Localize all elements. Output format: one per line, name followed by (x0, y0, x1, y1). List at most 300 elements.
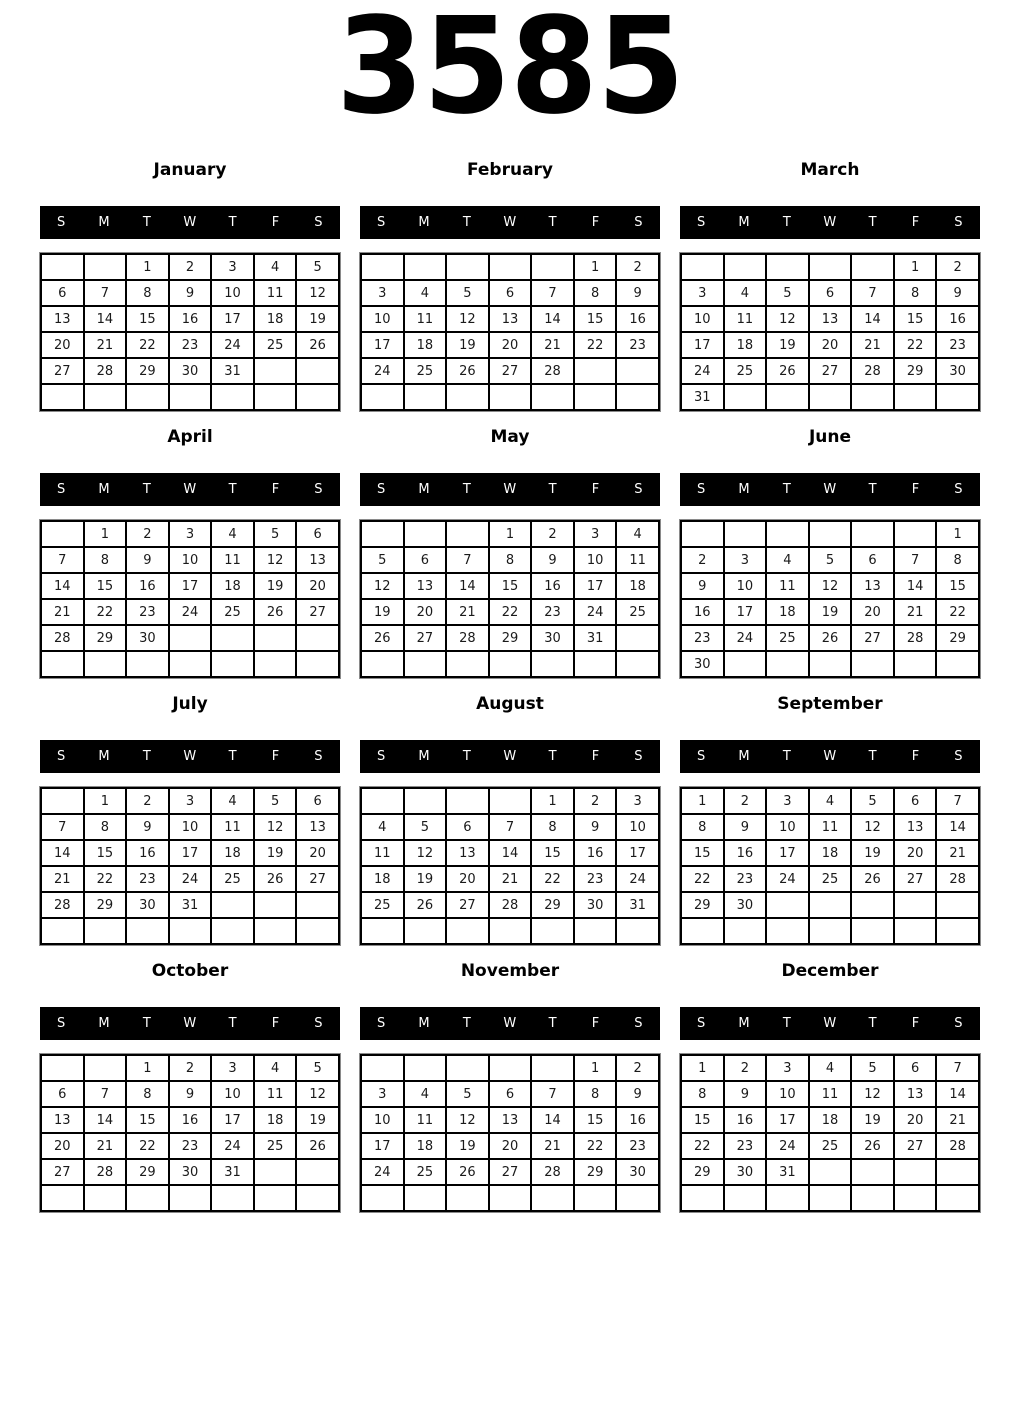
week-row (681, 1107, 979, 1133)
date-cell: 8 (681, 1081, 724, 1107)
date-cell: 24 (169, 599, 212, 625)
empty-date-cell (169, 1185, 212, 1211)
week-row (681, 1133, 979, 1159)
date-cell: 25 (809, 866, 852, 892)
week-row (41, 840, 339, 866)
date-cell: 18 (211, 573, 254, 599)
date-cell: 8 (489, 547, 532, 573)
date-cell: 26 (851, 866, 894, 892)
week-row (361, 254, 659, 280)
date-cell: 14 (489, 840, 532, 866)
date-cell: 29 (894, 358, 937, 384)
empty-date-cell (616, 918, 659, 944)
month-days-table (680, 520, 980, 678)
weekday-label: M (98, 1016, 111, 1031)
date-cell: 29 (84, 892, 127, 918)
date-cell: 11 (254, 1081, 297, 1107)
empty-date-cell (296, 892, 339, 918)
date-cell: 31 (616, 892, 659, 918)
empty-date-cell (169, 625, 212, 651)
week-row (681, 1159, 979, 1185)
weekday-label: F (271, 482, 280, 497)
date-cell: 15 (531, 840, 574, 866)
empty-date-cell (254, 625, 297, 651)
month-block (360, 961, 660, 1212)
date-cell: 11 (404, 1107, 447, 1133)
date-cell: 18 (809, 1107, 852, 1133)
date-cell: 26 (809, 625, 852, 651)
empty-date-cell (531, 651, 574, 677)
months-grid (40, 160, 980, 1212)
date-cell: 1 (126, 1055, 169, 1081)
week-row (681, 332, 979, 358)
date-cell: 11 (361, 840, 404, 866)
date-cell: 11 (724, 306, 767, 332)
date-cell: 19 (296, 1107, 339, 1133)
empty-date-cell (724, 1185, 767, 1211)
empty-date-cell (489, 918, 532, 944)
empty-date-cell (296, 358, 339, 384)
date-cell: 30 (169, 358, 212, 384)
empty-date-cell (616, 358, 659, 384)
date-cell: 10 (211, 1081, 254, 1107)
weekday-label: F (271, 749, 280, 764)
week-row (41, 1081, 339, 1107)
date-cell: 3 (169, 788, 212, 814)
weekday-label: S (634, 215, 643, 230)
date-cell: 22 (126, 1133, 169, 1159)
date-cell: 22 (126, 332, 169, 358)
weekday-label: T (548, 482, 558, 497)
month-days-table (40, 520, 340, 678)
date-cell: 30 (936, 358, 979, 384)
empty-date-cell (894, 384, 937, 410)
weekday-label: F (271, 215, 280, 230)
empty-date-cell (211, 1185, 254, 1211)
month-days-table (360, 520, 660, 678)
date-cell: 25 (361, 892, 404, 918)
month-days-body (41, 521, 339, 677)
date-cell: 28 (936, 866, 979, 892)
date-cell: 14 (851, 306, 894, 332)
year-title: 3585 (336, 0, 684, 144)
week-row (41, 358, 339, 384)
date-cell: 21 (936, 1107, 979, 1133)
date-cell: 25 (254, 332, 297, 358)
weekday-header-bar (360, 740, 660, 773)
weekday-label: S (954, 1016, 963, 1031)
empty-date-cell (574, 358, 617, 384)
week-row (41, 866, 339, 892)
date-cell: 21 (41, 866, 84, 892)
weekday-label: W (823, 1016, 837, 1031)
date-cell: 13 (41, 1107, 84, 1133)
empty-date-cell (41, 1185, 84, 1211)
week-row (681, 840, 979, 866)
empty-date-cell (446, 384, 489, 410)
date-cell: 23 (616, 1133, 659, 1159)
date-cell: 26 (361, 625, 404, 651)
date-cell: 27 (296, 599, 339, 625)
month-days-table (40, 253, 340, 411)
date-cell: 8 (936, 547, 979, 573)
date-cell: 6 (489, 280, 532, 306)
weekday-label: T (868, 1016, 878, 1031)
date-cell: 20 (41, 332, 84, 358)
empty-date-cell (616, 625, 659, 651)
date-cell: 1 (574, 1055, 617, 1081)
date-cell: 14 (936, 1081, 979, 1107)
empty-date-cell (41, 651, 84, 677)
weekday-header-bar (360, 1007, 660, 1040)
week-row (681, 599, 979, 625)
week-row (361, 814, 659, 840)
date-cell: 9 (936, 280, 979, 306)
empty-date-cell (404, 651, 447, 677)
week-row (681, 521, 979, 547)
date-cell: 9 (681, 573, 724, 599)
date-cell: 11 (211, 547, 254, 573)
week-row (41, 814, 339, 840)
empty-date-cell (404, 1185, 447, 1211)
week-row (681, 280, 979, 306)
weekday-label: M (738, 749, 751, 764)
week-row (681, 625, 979, 651)
month-days-body (361, 1055, 659, 1211)
weekday-label: S (697, 1016, 706, 1031)
date-cell: 22 (531, 866, 574, 892)
month-days-table (360, 1054, 660, 1212)
month-name: January (153, 160, 227, 180)
empty-date-cell (936, 1159, 979, 1185)
empty-date-cell (574, 384, 617, 410)
empty-date-cell (851, 521, 894, 547)
empty-date-cell (809, 521, 852, 547)
date-cell: 18 (404, 332, 447, 358)
date-cell: 7 (489, 814, 532, 840)
week-row (681, 918, 979, 944)
week-row (41, 599, 339, 625)
date-cell: 18 (766, 599, 809, 625)
empty-date-cell (766, 1185, 809, 1211)
weekday-label: M (418, 1016, 431, 1031)
empty-date-cell (809, 384, 852, 410)
month-block (680, 427, 980, 678)
date-cell: 24 (766, 866, 809, 892)
weekday-label: S (634, 749, 643, 764)
date-cell: 17 (211, 306, 254, 332)
empty-date-cell (404, 1055, 447, 1081)
date-cell: 18 (616, 573, 659, 599)
month-name: May (490, 427, 530, 447)
date-cell: 18 (404, 1133, 447, 1159)
weekday-label: T (142, 215, 152, 230)
date-cell: 19 (809, 599, 852, 625)
date-cell: 16 (936, 306, 979, 332)
date-cell: 23 (169, 332, 212, 358)
empty-date-cell (724, 254, 767, 280)
date-cell: 10 (574, 547, 617, 573)
weekday-label: F (591, 215, 600, 230)
empty-date-cell (361, 918, 404, 944)
date-cell: 30 (126, 625, 169, 651)
weekday-label: T (142, 1016, 152, 1031)
date-cell: 28 (851, 358, 894, 384)
date-cell: 10 (766, 814, 809, 840)
date-cell: 9 (724, 1081, 767, 1107)
month-days-body (41, 254, 339, 410)
empty-date-cell (296, 918, 339, 944)
week-row (361, 1107, 659, 1133)
date-cell: 27 (894, 866, 937, 892)
empty-date-cell (766, 892, 809, 918)
week-row (361, 788, 659, 814)
date-cell: 19 (766, 332, 809, 358)
week-row (681, 573, 979, 599)
date-cell: 5 (296, 1055, 339, 1081)
date-cell: 25 (254, 1133, 297, 1159)
month-block (680, 961, 980, 1212)
empty-date-cell (489, 1185, 532, 1211)
weekday-label: M (98, 749, 111, 764)
empty-date-cell (211, 384, 254, 410)
date-cell: 23 (531, 599, 574, 625)
week-row (681, 866, 979, 892)
week-row (41, 332, 339, 358)
date-cell: 14 (894, 573, 937, 599)
empty-date-cell (296, 651, 339, 677)
date-cell: 27 (489, 1159, 532, 1185)
date-cell: 20 (446, 866, 489, 892)
date-cell: 30 (681, 651, 724, 677)
date-cell: 21 (531, 1133, 574, 1159)
date-cell: 7 (531, 1081, 574, 1107)
date-cell: 23 (616, 332, 659, 358)
date-cell: 19 (404, 866, 447, 892)
weekday-label: T (142, 749, 152, 764)
month-name: September (777, 694, 883, 714)
month-days-table (680, 787, 980, 945)
empty-date-cell (616, 1185, 659, 1211)
week-row (41, 573, 339, 599)
date-cell: 3 (681, 280, 724, 306)
empty-date-cell (84, 1055, 127, 1081)
date-cell: 12 (254, 547, 297, 573)
date-cell: 7 (894, 547, 937, 573)
date-cell: 26 (404, 892, 447, 918)
empty-date-cell (446, 254, 489, 280)
week-row (361, 332, 659, 358)
week-row (681, 1081, 979, 1107)
date-cell: 26 (296, 1133, 339, 1159)
weekday-label: M (738, 1016, 751, 1031)
empty-date-cell (41, 1055, 84, 1081)
date-cell: 17 (766, 840, 809, 866)
weekday-label: M (418, 215, 431, 230)
date-cell: 3 (211, 1055, 254, 1081)
weekday-label: T (462, 215, 472, 230)
date-cell: 1 (681, 788, 724, 814)
empty-date-cell (84, 384, 127, 410)
date-cell: 9 (169, 1081, 212, 1107)
date-cell: 11 (254, 280, 297, 306)
date-cell: 13 (894, 1081, 937, 1107)
date-cell: 20 (489, 1133, 532, 1159)
week-row (41, 1185, 339, 1211)
weekday-label: S (57, 1016, 66, 1031)
date-cell: 29 (531, 892, 574, 918)
date-cell: 5 (361, 547, 404, 573)
date-cell: 15 (681, 1107, 724, 1133)
date-cell: 15 (84, 573, 127, 599)
date-cell: 24 (574, 599, 617, 625)
month-block (680, 694, 980, 945)
date-cell: 11 (766, 573, 809, 599)
empty-date-cell (809, 918, 852, 944)
date-cell: 21 (41, 599, 84, 625)
month-days-table (40, 1054, 340, 1212)
month-days-body (41, 1055, 339, 1211)
month-days-body (681, 254, 979, 410)
date-cell: 5 (446, 1081, 489, 1107)
date-cell: 28 (894, 625, 937, 651)
month-days-body (681, 1055, 979, 1211)
empty-date-cell (254, 918, 297, 944)
date-cell: 29 (126, 1159, 169, 1185)
date-cell: 27 (446, 892, 489, 918)
date-cell: 7 (84, 280, 127, 306)
empty-date-cell (254, 892, 297, 918)
weekday-label: T (868, 749, 878, 764)
date-cell: 15 (894, 306, 937, 332)
date-cell: 20 (41, 1133, 84, 1159)
weekday-label: T (228, 482, 238, 497)
week-row (361, 892, 659, 918)
date-cell: 9 (169, 280, 212, 306)
weekday-label: W (183, 482, 197, 497)
week-row (681, 1185, 979, 1211)
empty-date-cell (169, 651, 212, 677)
weekday-header-bar (360, 206, 660, 239)
date-cell: 23 (126, 599, 169, 625)
weekday-label: T (228, 1016, 238, 1031)
empty-date-cell (936, 892, 979, 918)
empty-date-cell (84, 918, 127, 944)
weekday-label: S (314, 215, 323, 230)
date-cell: 21 (531, 332, 574, 358)
date-cell: 25 (404, 1159, 447, 1185)
date-cell: 7 (936, 1055, 979, 1081)
date-cell: 13 (404, 573, 447, 599)
weekday-header-bar (680, 740, 980, 773)
date-cell: 22 (681, 866, 724, 892)
empty-date-cell (724, 521, 767, 547)
date-cell: 7 (41, 814, 84, 840)
date-cell: 5 (296, 254, 339, 280)
week-row (361, 384, 659, 410)
date-cell: 8 (531, 814, 574, 840)
date-cell: 10 (724, 573, 767, 599)
date-cell: 20 (296, 840, 339, 866)
date-cell: 16 (681, 599, 724, 625)
date-cell: 21 (936, 840, 979, 866)
empty-date-cell (724, 384, 767, 410)
empty-date-cell (254, 1185, 297, 1211)
date-cell: 13 (851, 573, 894, 599)
date-cell: 7 (41, 547, 84, 573)
date-cell: 12 (809, 573, 852, 599)
empty-date-cell (446, 788, 489, 814)
date-cell: 5 (766, 280, 809, 306)
empty-date-cell (404, 254, 447, 280)
weekday-header-bar (40, 1007, 340, 1040)
week-row (41, 1107, 339, 1133)
empty-date-cell (361, 651, 404, 677)
weekday-label: W (503, 482, 517, 497)
date-cell: 27 (894, 1133, 937, 1159)
empty-date-cell (126, 651, 169, 677)
date-cell: 10 (681, 306, 724, 332)
empty-date-cell (681, 254, 724, 280)
weekday-label: T (142, 482, 152, 497)
week-row (681, 892, 979, 918)
date-cell: 1 (489, 521, 532, 547)
date-cell: 28 (84, 358, 127, 384)
date-cell: 15 (574, 1107, 617, 1133)
date-cell: 22 (84, 866, 127, 892)
date-cell: 1 (84, 521, 127, 547)
empty-date-cell (126, 918, 169, 944)
date-cell: 30 (126, 892, 169, 918)
date-cell: 15 (936, 573, 979, 599)
date-cell: 17 (724, 599, 767, 625)
date-cell: 28 (41, 625, 84, 651)
week-row (41, 280, 339, 306)
week-row (41, 625, 339, 651)
date-cell: 27 (851, 625, 894, 651)
week-row (41, 521, 339, 547)
week-row (681, 788, 979, 814)
date-cell: 8 (84, 814, 127, 840)
empty-date-cell (489, 651, 532, 677)
empty-date-cell (681, 1185, 724, 1211)
week-row (361, 1055, 659, 1081)
date-cell: 25 (404, 358, 447, 384)
week-row (361, 840, 659, 866)
date-cell: 19 (254, 840, 297, 866)
month-days-body (681, 521, 979, 677)
date-cell: 23 (681, 625, 724, 651)
date-cell: 31 (766, 1159, 809, 1185)
weekday-label: T (782, 1016, 792, 1031)
empty-date-cell (936, 651, 979, 677)
date-cell: 24 (724, 625, 767, 651)
date-cell: 14 (531, 1107, 574, 1133)
date-cell: 18 (724, 332, 767, 358)
date-cell: 20 (894, 1107, 937, 1133)
date-cell: 8 (126, 1081, 169, 1107)
date-cell: 16 (169, 306, 212, 332)
date-cell: 12 (766, 306, 809, 332)
empty-date-cell (41, 254, 84, 280)
date-cell: 19 (296, 306, 339, 332)
date-cell: 8 (84, 547, 127, 573)
date-cell: 7 (446, 547, 489, 573)
date-cell: 6 (894, 1055, 937, 1081)
date-cell: 21 (894, 599, 937, 625)
date-cell: 28 (446, 625, 489, 651)
date-cell: 16 (616, 1107, 659, 1133)
